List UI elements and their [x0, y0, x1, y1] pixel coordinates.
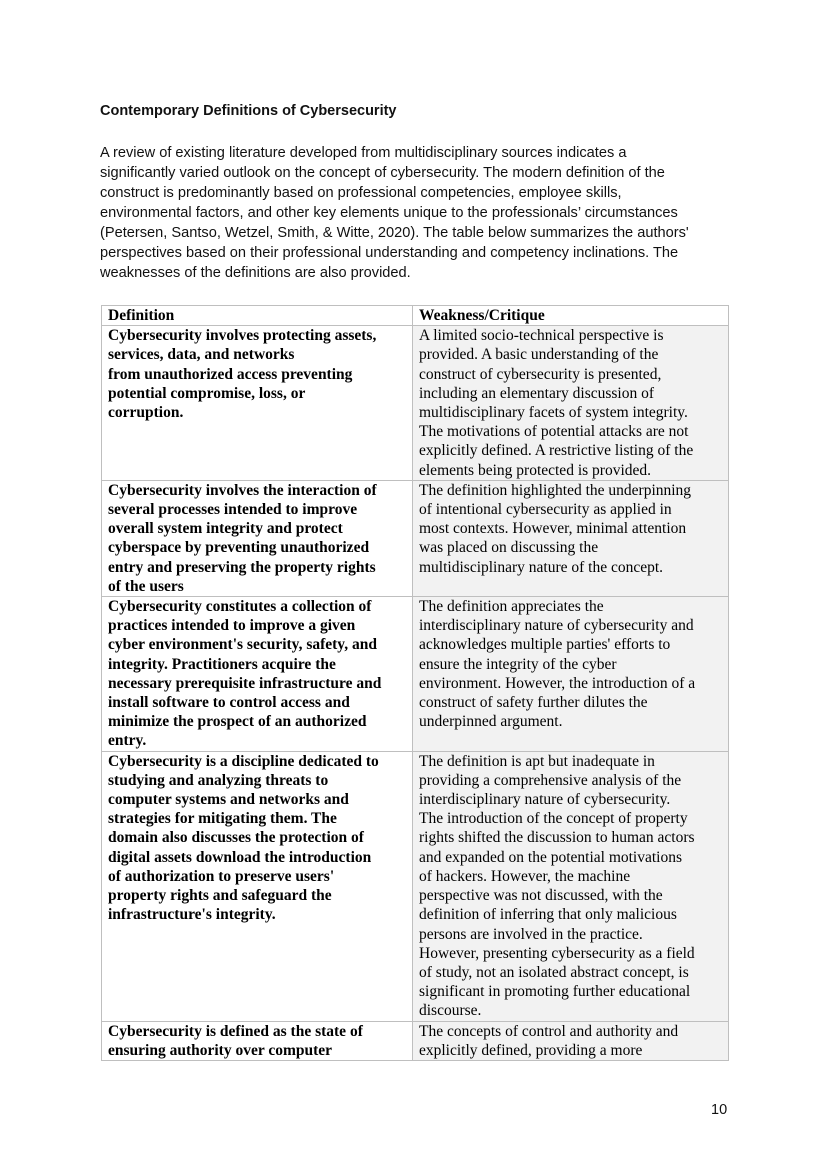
definition-cell: [102, 597, 413, 752]
intro-line: significantly varied outlook on the concept of cybersecurity. The modern definition of the: [100, 165, 665, 181]
table-row: [102, 326, 729, 481]
cell-line: Cybersecurity constitutes a collection of: [108, 598, 372, 616]
cell-line: The definition appreciates the: [419, 598, 604, 616]
intro-line: environmental factors, and other key elements unique to the professionals’ circumstances: [100, 205, 678, 221]
cell-line: was placed on discussing the: [419, 539, 599, 557]
cell-line: strategies for mitigating them. The: [108, 810, 337, 828]
cell-line: discourse.: [419, 1002, 482, 1020]
critique-cell: [413, 480, 729, 596]
cell-line: multidisciplinary nature of the concept.: [419, 558, 664, 576]
cell-line: property rights and safeguard the: [108, 887, 332, 905]
cell-line: elements being protected is provided.: [419, 461, 652, 479]
cell-line: definition of inferring that only malicious: [419, 906, 677, 924]
column-header-critique: Weakness/Critique: [413, 306, 729, 326]
intro-paragraph: [100, 143, 740, 283]
cell-line: studying and analyzing threats to: [108, 771, 329, 789]
cell-line: However, presenting cybersecurity as a field: [419, 944, 695, 962]
intro-line: weaknesses of the definitions are also provided.: [100, 265, 411, 281]
cell-line: services, data, and networks: [108, 346, 295, 364]
cell-line: potential compromise, loss, or: [108, 384, 306, 402]
cell-line: install software to control access and: [108, 694, 350, 712]
definition-cell: [102, 751, 413, 1021]
cell-line: A limited socio-technical perspective is: [419, 327, 664, 345]
section-heading: Contemporary Definitions of Cybersecurity: [100, 103, 397, 119]
critique-cell: [413, 751, 729, 1021]
page-number: 10: [711, 1102, 728, 1118]
cell-line: cyber environment's security, safety, and: [108, 636, 377, 654]
cell-line: construct of cybersecurity is presented,: [419, 365, 662, 383]
table-row: [102, 480, 729, 596]
cell-line: providing a comprehensive analysis of the: [419, 771, 682, 789]
cell-line: explicitly defined, providing a more: [419, 1041, 643, 1059]
cell-line: corruption.: [108, 404, 184, 422]
cell-line: Cybersecurity involves the interaction of: [108, 481, 377, 499]
cell-line: perspective was not discussed, with the: [419, 887, 663, 905]
cell-line: digital assets download the introduction: [108, 848, 372, 866]
cell-line: explicitly defined. A restrictive listing of the: [419, 442, 694, 460]
critique-cell: [413, 326, 729, 481]
cell-line: provided. A basic understanding of the: [419, 346, 659, 364]
cell-line: cyberspace by preventing unauthorized: [108, 539, 370, 557]
cell-line: including an elementary discussion of: [419, 384, 655, 402]
cell-line: Cybersecurity involves protecting assets,: [108, 327, 377, 345]
cell-line: The definition is apt but inadequate in: [419, 752, 655, 770]
intro-line: construct is predominantly based on professional competencies, employee skills,: [100, 185, 622, 201]
cell-line: Cybersecurity is defined as the state of: [108, 1022, 363, 1040]
cell-line: minimize the prospect of an authorized: [108, 713, 367, 731]
cell-line: necessary prerequisite infrastructure and: [108, 674, 382, 692]
cell-line: interdisciplinary nature of cybersecurity and: [419, 617, 694, 635]
table-header-row: [102, 306, 729, 326]
cell-line: The definition highlighted the underpinning: [419, 481, 692, 499]
table-row: [102, 597, 729, 752]
cell-line: construct of safety further dilutes the: [419, 694, 648, 712]
cell-line: environment. However, the introduction of a: [419, 674, 696, 692]
critique-cell: [413, 1021, 729, 1060]
cell-line: interdisciplinary nature of cybersecurity.: [419, 791, 671, 809]
table-row: [102, 751, 729, 1021]
cell-line: integrity. Practitioners acquire the: [108, 655, 336, 673]
cell-line: The introduction of the concept of property: [419, 810, 688, 828]
column-header-definition: Definition: [102, 306, 413, 326]
definition-cell: [102, 480, 413, 596]
cell-line: infrastructure's integrity.: [108, 906, 276, 924]
cell-line: acknowledges multiple parties' efforts to: [419, 636, 671, 654]
cell-line: The concepts of control and authority and: [419, 1022, 679, 1040]
cell-line: of the users: [108, 577, 184, 595]
intro-line: A review of existing literature developed from multidisciplinary sources indicates a: [100, 145, 627, 161]
definition-cell: [102, 1021, 413, 1060]
cell-line: rights shifted the discussion to human actors: [419, 829, 695, 847]
cell-line: Cybersecurity is a discipline dedicated to: [108, 752, 379, 770]
cell-line: several processes intended to improve: [108, 501, 358, 519]
critique-cell: [413, 597, 729, 752]
cell-line: of authorization to preserve users': [108, 867, 335, 885]
intro-line: perspectives based on their professional understanding and competency inclinations. The: [100, 245, 679, 261]
cell-line: of hackers. However, the machine: [419, 867, 631, 885]
cell-line: overall system integrity and protect: [108, 520, 343, 538]
cell-line: multidisciplinary facets of system integrity.: [419, 404, 688, 422]
cell-line: significant in promoting further educational: [419, 983, 691, 1001]
cell-line: of study, not an isolated abstract concept, is: [419, 963, 689, 981]
cell-line: ensuring authority over computer: [108, 1041, 333, 1059]
definition-cell: [102, 326, 413, 481]
table-row: [102, 1021, 729, 1060]
cell-line: domain also discusses the protection of: [108, 829, 364, 847]
cell-line: entry.: [108, 732, 147, 750]
cell-line: of intentional cybersecurity as applied in: [419, 501, 672, 519]
cell-line: practices intended to improve a given: [108, 617, 356, 635]
cell-line: underpinned argument.: [419, 713, 563, 731]
cell-line: The motivations of potential attacks are not: [419, 423, 689, 441]
intro-line: (Petersen, Santso, Wetzel, Smith, & Witte, 2020). The table below summarizes the authors': [100, 225, 689, 241]
cell-line: ensure the integrity of the cyber: [419, 655, 617, 673]
cell-line: computer systems and networks and: [108, 791, 349, 809]
cell-line: most contexts. However, minimal attention: [419, 520, 687, 538]
cell-line: and expanded on the potential motivations: [419, 848, 683, 866]
definitions-table: [101, 305, 729, 1061]
cell-line: persons are involved in the practice.: [419, 925, 643, 943]
cell-line: from unauthorized access preventing: [108, 365, 353, 383]
cell-line: entry and preserving the property rights: [108, 558, 376, 576]
